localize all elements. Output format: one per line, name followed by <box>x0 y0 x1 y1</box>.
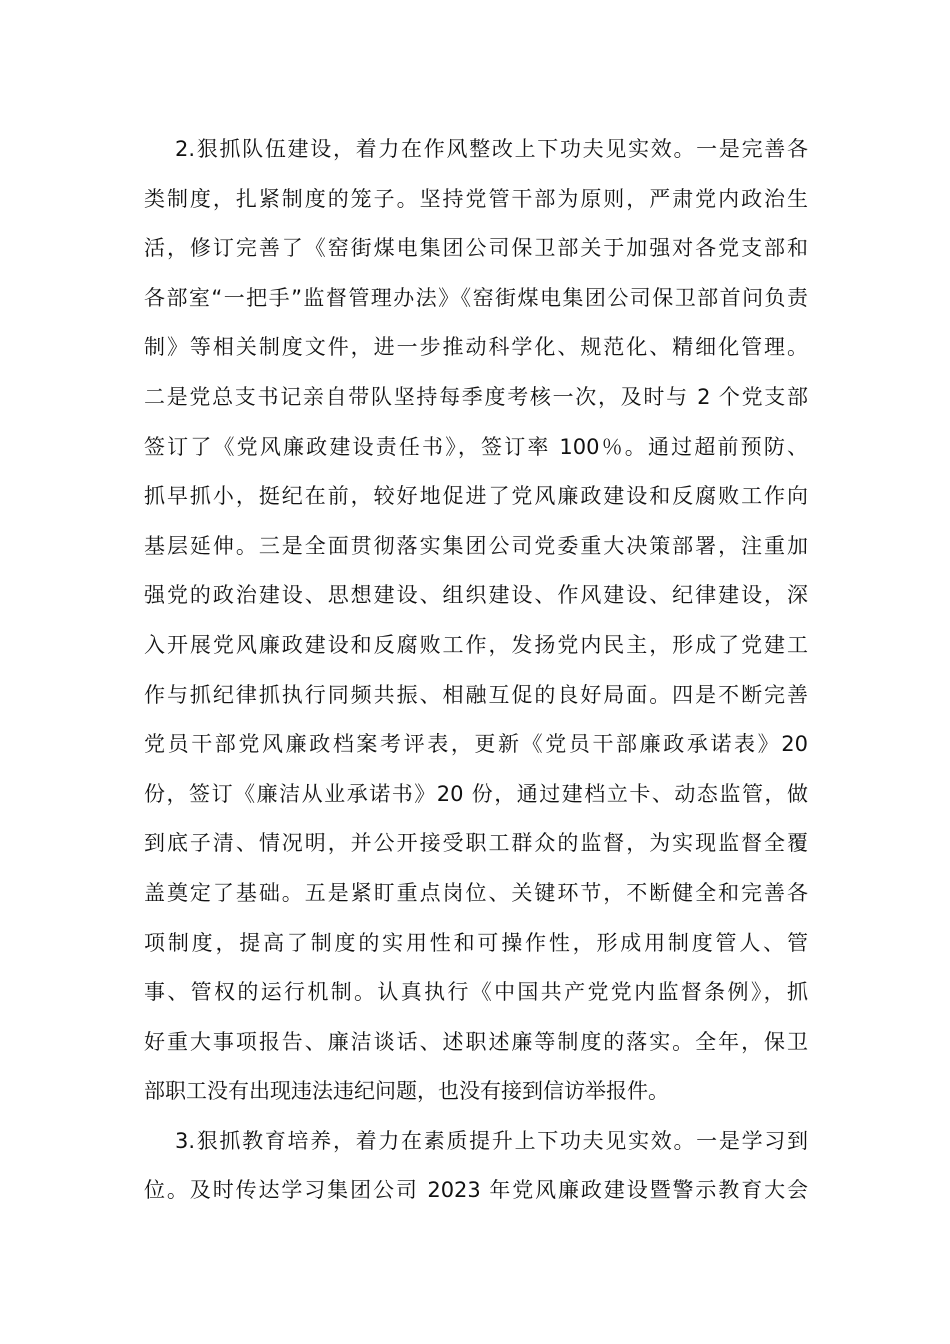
text-line: 作与抓纪律抓执行同频共振、相融互促的良好局面。四是不断完善 <box>144 682 808 707</box>
text-line: 位。及时传达学习集团公司 2023 年党风廉政建设暨警示教育大会 <box>144 1178 808 1203</box>
paragraph-education <box>144 1117 808 1216</box>
text-line: 抓早抓小，挺纪在前，较好地促进了党风廉政建设和反腐败工作向 <box>144 484 808 509</box>
text-line: 二是党总支书记亲自带队坚持每季度考核一次，及时与 2 个党支部 <box>144 384 808 409</box>
text-line: 2.狠抓队伍建设，着力在作风整改上下功夫见实效。一是完善各 <box>175 137 808 161</box>
document-body <box>144 125 808 1216</box>
text-line: 签订了《党风廉政建设责任书》，签订率 100％。通过超前预防、 <box>144 434 808 459</box>
text-line: 制》等相关制度文件，进一步推动科学化、规范化、精细化管理。 <box>144 335 808 360</box>
text-line: 活，修订完善了《窑街煤电集团公司保卫部关于加强对各党支部和 <box>144 236 808 261</box>
text-line: 项制度，提高了制度的实用性和可操作性，形成用制度管人、管 <box>144 930 808 955</box>
text-line: 强党的政治建设、思想建设、组织建设、作风建设、纪律建设，深 <box>144 583 808 608</box>
text-line: 到底子清、情况明，并公开接受职工群众的监督，为实现监督全覆 <box>144 831 808 856</box>
text-line: 好重大事项报告、廉洁谈话、述职述廉等制度的落实。全年，保卫 <box>144 1029 808 1054</box>
text-line: 3.狠抓教育培养，着力在素质提升上下功夫见实效。一是学习到 <box>175 1128 808 1153</box>
text-line: 部职工没有出现违法违纪问题，也没有接到信访举报件。 <box>144 1079 669 1104</box>
text-line: 党员干部党风廉政档案考评表，更新《党员干部廉政承诺表》20 <box>144 732 808 757</box>
text-line: 各部室“一把手”监督管理办法》《窑街煤电集团公司保卫部首问负责 <box>144 285 808 310</box>
paragraph-team-building <box>144 125 808 1117</box>
text-line: 入开展党风廉政建设和反腐败工作，发扬党内民主，形成了党建工 <box>144 632 808 657</box>
text-line: 类制度，扎紧制度的笼子。坚持党管干部为原则，严肃党内政治生 <box>144 186 808 211</box>
text-line: 盖奠定了基础。五是紧盯重点岗位、关键环节，不断健全和完善各 <box>144 880 808 905</box>
text-line: 份，签订《廉洁从业承诺书》20 份，通过建档立卡、动态监管，做 <box>144 781 808 806</box>
text-line: 基层延伸。三是全面贯彻落实集团公司党委重大决策部署，注重加 <box>144 533 808 558</box>
text-line: 事、管权的运行机制。认真执行《中国共产党党内监督条例》，抓 <box>144 980 808 1005</box>
